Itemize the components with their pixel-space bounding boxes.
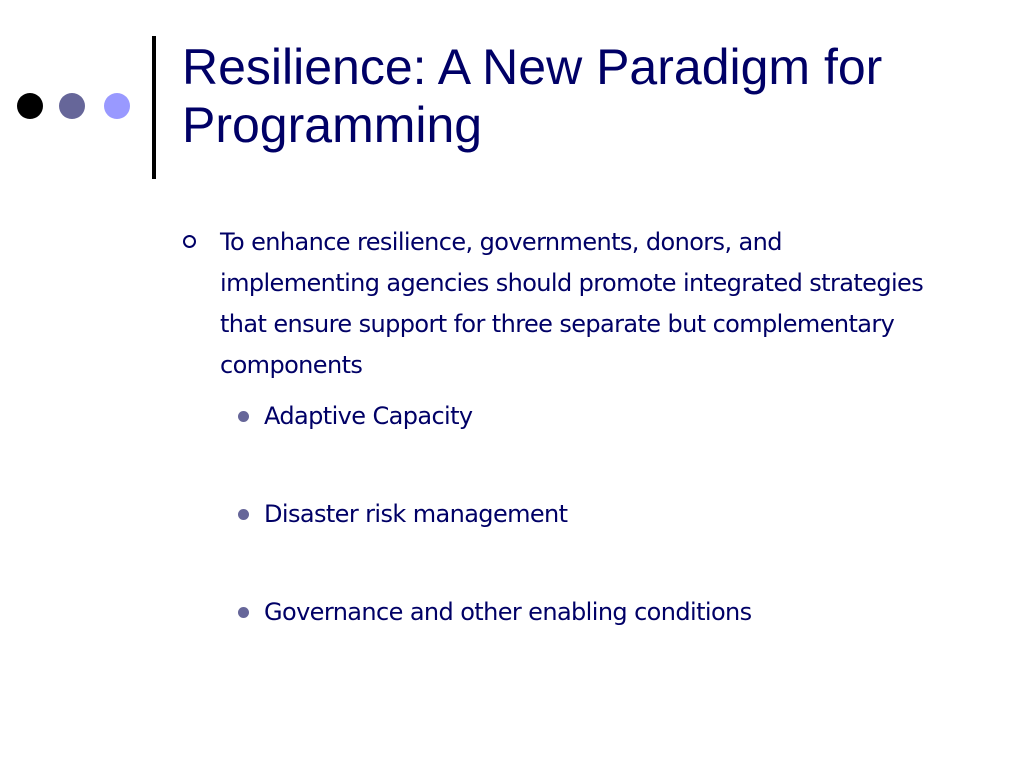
sub-bullet-item: [182, 495, 942, 533]
sub-bullet-text: Adaptive Capacity: [264, 402, 473, 430]
title-divider: [152, 36, 156, 179]
sub-bullet-item: [182, 593, 942, 631]
filled-circle-bullet-icon: [238, 411, 249, 422]
sub-bullet-text: Governance and other enabling conditions: [264, 598, 752, 626]
slate-dot-icon: [59, 93, 85, 119]
title-decoration-dots: [0, 0, 150, 200]
main-bullet: [182, 222, 942, 386]
filled-circle-bullet-icon: [238, 509, 249, 520]
hollow-circle-bullet-icon: [183, 235, 196, 248]
sub-bullet-item: [182, 397, 942, 435]
filled-circle-bullet-icon: [238, 607, 249, 618]
main-bullet-text: To enhance resilience, governments, donors, and implementing agencies should promote integrated strategies that ensure support for three separate but complementary components: [220, 228, 924, 379]
slide-title: Resilience: A New Paradigm for Programming: [182, 39, 883, 153]
slide-body: [182, 222, 942, 691]
lavender-dot-icon: [104, 93, 130, 119]
sub-bullet-list: [182, 397, 942, 631]
sub-bullet-text: Disaster risk management: [264, 500, 568, 528]
black-dot-icon: [17, 93, 43, 119]
